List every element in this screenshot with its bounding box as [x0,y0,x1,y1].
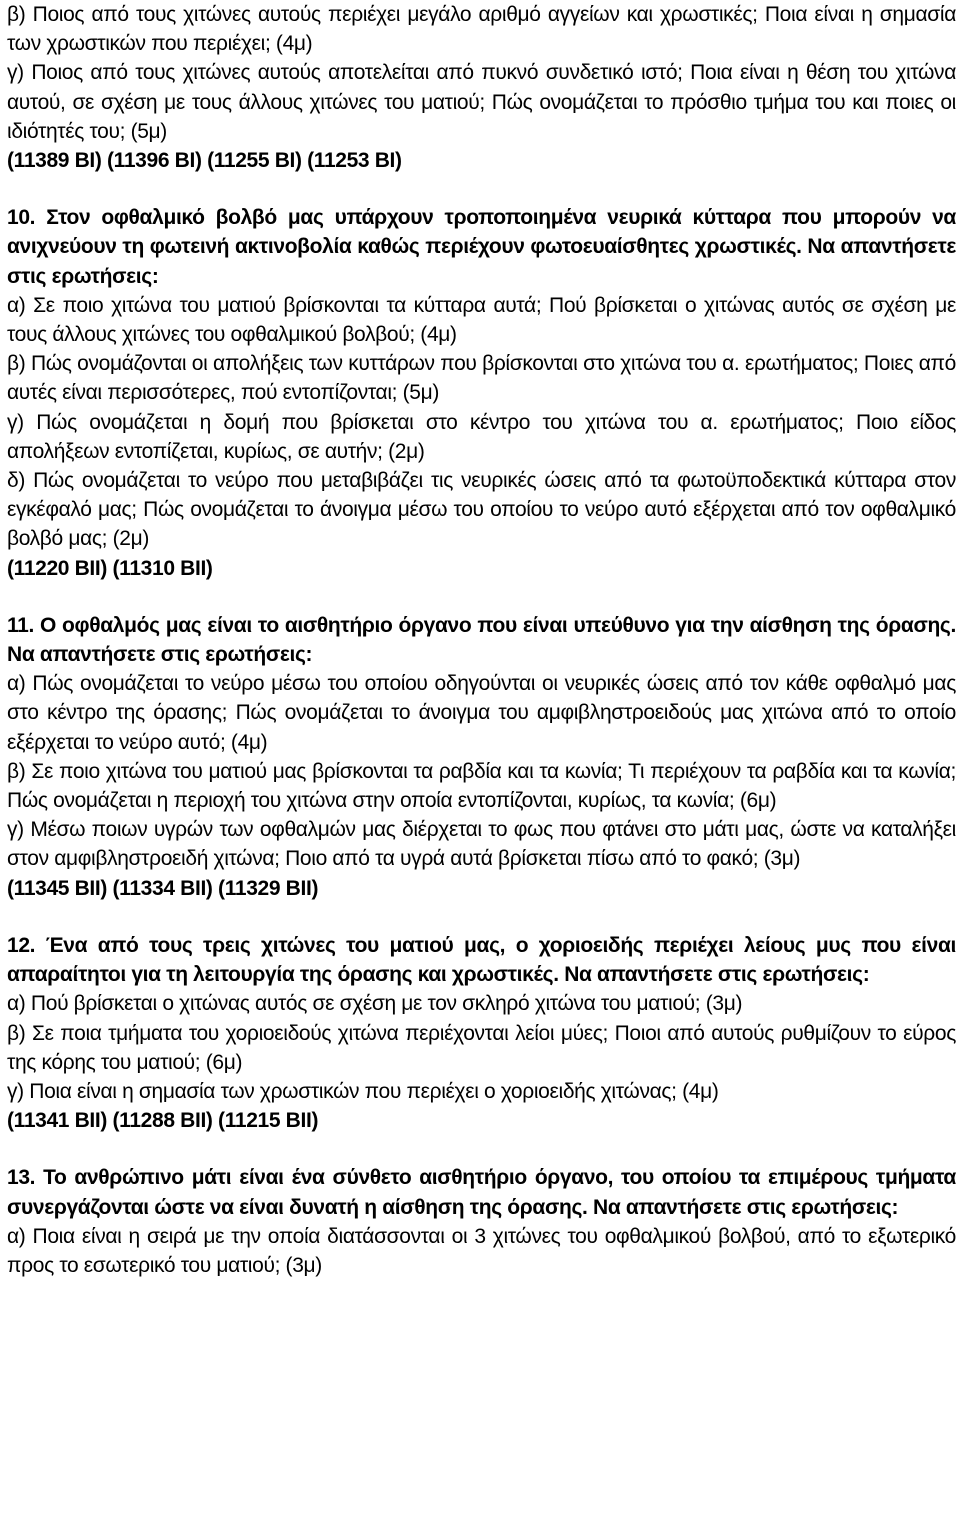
question-9b: β) Ποιος από τους χιτώνες αυτούς περιέχει μεγάλο αριθμό αγγείων και χρωστικές; Ποια είναι η σημασία των χρωστικών που περιέχει; (4μ) [7,3,956,56]
spacer [7,903,956,931]
question-12-heading [7,931,956,989]
question-12-codes: (11341 BII) (11288 BII) (11215 BII) [7,1109,319,1133]
question-11b: β) Σε ποιο χιτώνα του ματιού μας βρίσκονται τα ραβδία και τα κωνία; Τι περιέχουν τα ραβδία και τα κωνία; Πώς ονομάζεται η περιοχή του χιτώνα στην οποία εντοπίζονται, κυρίως, τα κωνία; (6μ) [7,759,956,813]
question-13-heading [7,1163,956,1221]
question-11-title: 11. Ο οφθαλμός μας είναι το αισθητήριο όργανο που είναι υπεύθυνο για την αίσθηση της όρασης. [7,613,956,637]
question-11a: α) Πώς ονομάζεται το νεύρο μέσω του οποίου οδηγούνται οι νευρικές ώσεις από τον κάθε οφθαλμό μας στο κέντρο της όρασης; Πώς ονομάζεται το άνοιγμα του αμφιβληστροειδούς μας χιτώνα από το οποίο εξέρχεται το νεύρο αυτό; (4μ) [7,672,956,754]
question-9c: γ) Ποιος από τους χιτώνες αυτούς αποτελείται από πυκνό συνδετικό ιστό; Ποια είναι η θέση του χιτώνα αυτού, σε σχέση με τους άλλους χιτώνες του ματιού; Πώς ονομάζεται το πρόσθιο τμήμα του και ποιες οι ιδιότητές του; (5μ) [7,61,956,143]
question-10b: β) Πώς ονομάζονται οι απολήξεις των κυττάρων που βρίσκονται στο χιτώνα του α. ερωτήματος; Ποιες από αυτές είναι περισσότερες, πού εντοπίζονται; (5μ) [7,352,956,405]
spacer [7,583,956,611]
question-10c: γ) Πώς ονομάζεται η δομή που βρίσκεται στο κέντρο του χιτώνα του α. ερωτήματος; Ποιο είδος απολήξεων εντοπίζεται, κυρίως, σε αυτήν; (2μ) [7,410,956,463]
question-12b: β) Σε ποια τμήματα του χοριοειδούς χιτώνα περιέχονται λείοι μύες; Ποιοι από αυτούς ρυθμίζουν το εύρος της κόρης του ματιού; (6μ) [7,1021,956,1074]
question-13a: α) Ποια είναι η σειρά με την οποία διατάσσονται οι 3 χιτώνες του οφθαλμικού βολβού, από το εξωτερικό προς το εσωτερικό του ματιού; (3μ) [7,1224,956,1277]
spacer [7,1135,956,1163]
question-10-codes: (11220 BII) (11310 BII) [7,556,213,580]
question-10-title: 10. Στον οφθαλμικό βολβό μας υπάρχουν τροποποιημένα νευρικά κύτταρα που μπορούν να ανιχνεύουν τη φωτεινή ακτινοβολία καθώς περιέχουν φωτοευαίσθητες χρωστικές. [7,206,956,259]
question-10d: δ) Πώς ονομάζεται το νεύρο που μεταβιβάζει τις νευρικές ώσεις από τα φωτοϋποδεκτικά κύτταρα στον εγκέφαλό μας; Πώς ονομάζεται το άνοιγμα μέσω του οποίου το νεύρο αυτό εξέρχεται από τον οφθαλμικό βολβό μας; (2μ) [7,469,956,551]
question-12c: γ) Ποια είναι η σημασία των χρωστικών που περιέχει ο χοριοειδής χιτώνας; (4μ) [7,1079,719,1103]
question-10-instruction: Να απαντήσετε στις ερωτήσεις: [7,235,956,288]
question-11-instruction: Να απαντήσετε στις ερωτήσεις: [7,643,313,667]
question-10-heading [7,203,956,291]
question-11c: γ) Μέσω ποιων υγρών των οφθαλμών μας διέρχεται το φως που φτάνει στο μάτι μας, ώστε να καταλήξει στον αμφιβληστροειδή χιτώνα; Ποιο από τα υγρά αυτά βρίσκεται πίσω από το φακό; (3μ) [7,818,956,871]
question-13-title: 13. Το ανθρώπινο μάτι είναι ένα σύνθετο αισθητήριο όργανο, του οποίου τα επιμέρους τμήματα συνεργάζονται ώστε να είναι δυνατή η αίσθηση της όρασης. [7,1166,956,1219]
question-12-title: 12. Ένα από τους τρεις χιτώνες του ματιού μας, ο χοριοειδής περιέχει λείους μυς που είναι απαραίτητοι για τη λειτουργία της όρασης και χρωστικές. [7,933,956,987]
question-10a: α) Σε ποιο χιτώνα του ματιού βρίσκονται τα κύτταρα αυτά; Πού βρίσκεται ο χιτώνας αυτός σε σχέση με τους άλλους χιτώνες του οφθαλμικού βολβού; (4μ) [7,293,956,347]
question-13-instruction: Να απαντήσετε στις ερωτήσεις: [587,1195,899,1219]
question-12-instruction: Να απαντήσετε στις ερωτήσεις: [558,963,870,987]
question-11-heading [7,611,956,669]
question-12a: α) Πού βρίσκεται ο χιτώνας αυτός σε σχέση με τον σκληρό χιτώνα του ματιού; (3μ) [7,992,743,1016]
spacer [7,175,956,203]
question-11-codes: (11345 BII) (11334 BII) (11329 BII) [7,876,319,900]
question-9-codes: (11389 BI) (11396 BI) (11255 BI) (11253 BI) [7,149,402,173]
